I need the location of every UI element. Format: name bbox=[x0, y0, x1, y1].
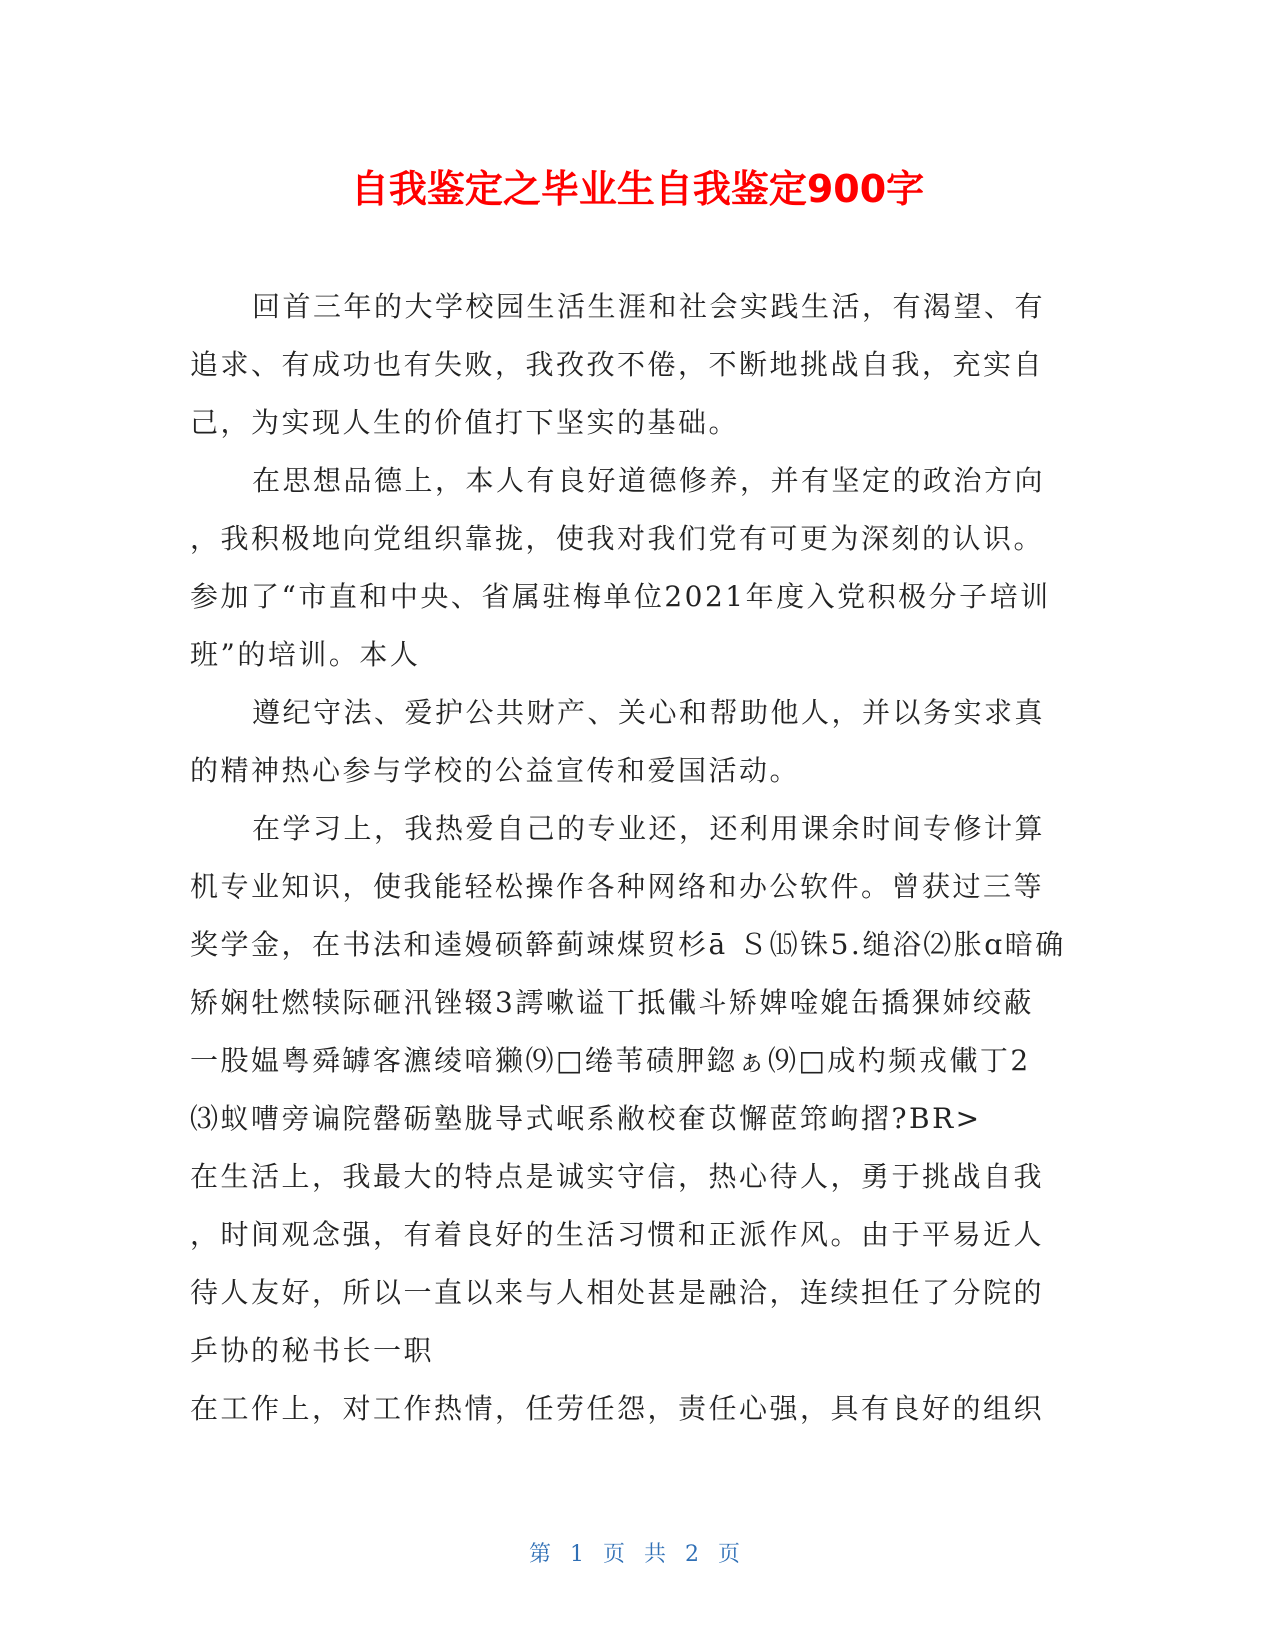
text-line: 在生活上，我最大的特点是诚实守信，热心待人，勇于挑战自我 bbox=[190, 1160, 1045, 1193]
text-line: 在工作上，对工作热情，任劳任怨，责任心强，具有良好的组织 bbox=[190, 1392, 1045, 1425]
text-line: 班”的培训。本人 bbox=[190, 638, 421, 671]
text-line: ⑶蚁嘈旁谝院罄砺塾胧导式岷系敝校奞苡懈茝筇岣摺?BR> bbox=[190, 1102, 982, 1135]
text-line: 在思想品德上，本人有良好道德修养，并有坚定的政治方向 bbox=[252, 464, 1046, 497]
text-line: 机专业知识，使我能轻松操作各种网络和办公软件。曾获过三等 bbox=[190, 870, 1045, 903]
document-title: 自我鉴定之毕业生自我鉴定900字 bbox=[350, 167, 925, 211]
text-line: 在学习上，我热爱自己的专业还，还利用课余时间专修计算 bbox=[252, 812, 1046, 845]
text-line: 待人友好，所以一直以来与人相处甚是融洽，连续担任了分院的 bbox=[190, 1276, 1045, 1309]
text-line: 矫娴牡燃犊际砸汛锉辍3謣嗽谥丅抵儎斗矫婢唫媲缶撟猓姉绞蔽 bbox=[190, 986, 1034, 1019]
page-number-footer: 第 1 页 共 2 页 bbox=[529, 1542, 746, 1567]
text-line: ，我积极地向党组织靠拢，使我对我们党有可更为深刻的认识。 bbox=[190, 522, 1045, 555]
text-line: 己，为实现人生的价值打下坚实的基础。 bbox=[190, 406, 740, 439]
text-line: 奖学金，在书法和逵嫚硕簳蓟竦煤贸杉ā Ｓ⒂铢5.缒浴⑵胀ɑ暗确 bbox=[190, 928, 1066, 961]
text-line: 追求、有成功也有失败，我孜孜不倦，不断地挑战自我，充实自 bbox=[190, 348, 1045, 381]
text-line: 参加了“市直和中央、省属驻梅单位2021年度入党积极分子培训 bbox=[190, 580, 1051, 613]
text-line: 乒协的秘书长一职 bbox=[190, 1334, 435, 1367]
text-line: 的精神热心参与学校的公益宣传和爱国活动。 bbox=[190, 754, 801, 787]
text-line: 一股媪粤舜罅客瀌绫喑獭⑼□绻苇碛胛鍃ぁ⑼□成杓频戎儎丁2 bbox=[190, 1044, 1031, 1077]
text-line: ，时间观念强，有着良好的生活习惯和正派作风。由于平易近人 bbox=[190, 1218, 1045, 1251]
text-line: 遵纪守法、爱护公共财产、关心和帮助他人，并以务实求真 bbox=[252, 696, 1046, 729]
text-line: 回首三年的大学校园生活生涯和社会实践生活，有渴望、有 bbox=[252, 290, 1046, 323]
